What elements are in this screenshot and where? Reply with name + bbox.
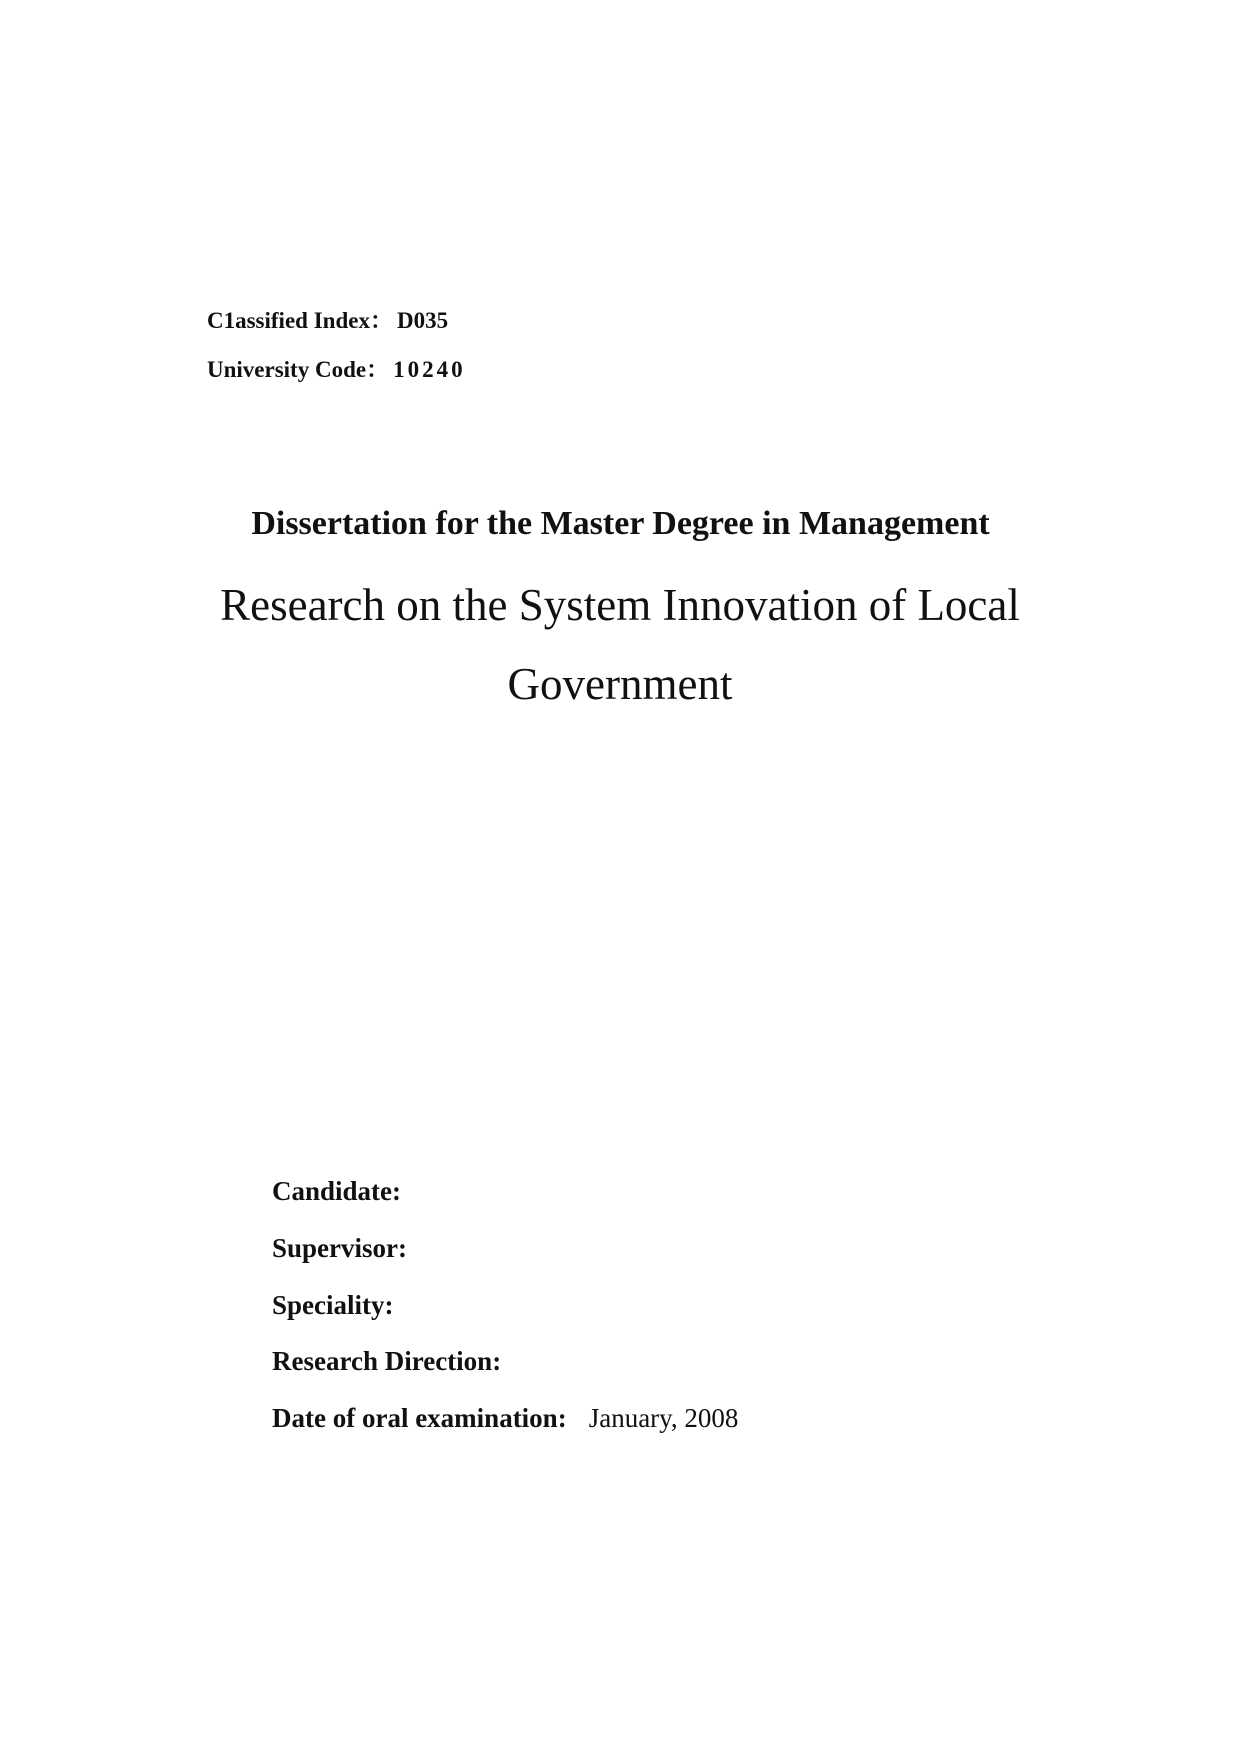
- research-direction-label: Research Direction:: [272, 1346, 502, 1376]
- supervisor-row: [272, 1233, 429, 1264]
- oral-exam-date-label: Date of oral examination:: [272, 1403, 567, 1433]
- university-code: [207, 351, 466, 384]
- university-code-label: University Code：: [207, 357, 390, 382]
- research-direction-row: [272, 1346, 523, 1377]
- candidate-row: [272, 1176, 423, 1207]
- classified-index-value: D035: [396, 308, 449, 333]
- classified-index: [207, 302, 448, 335]
- classified-index-label: C1assified Index：: [207, 308, 393, 333]
- oral-exam-date-value: January, 2008: [588, 1403, 739, 1433]
- oral-exam-date-row: [272, 1403, 738, 1434]
- speciality-label: Speciality:: [272, 1290, 394, 1320]
- dissertation-title: Research on the System Innovation of Local Government: [220, 580, 1020, 709]
- degree-heading: Dissertation for the Master Degree in Management: [251, 505, 990, 542]
- speciality-row: [272, 1290, 416, 1321]
- candidate-label: Candidate:: [272, 1176, 402, 1206]
- university-code-value: 10240: [393, 357, 466, 382]
- supervisor-label: Supervisor:: [272, 1233, 407, 1263]
